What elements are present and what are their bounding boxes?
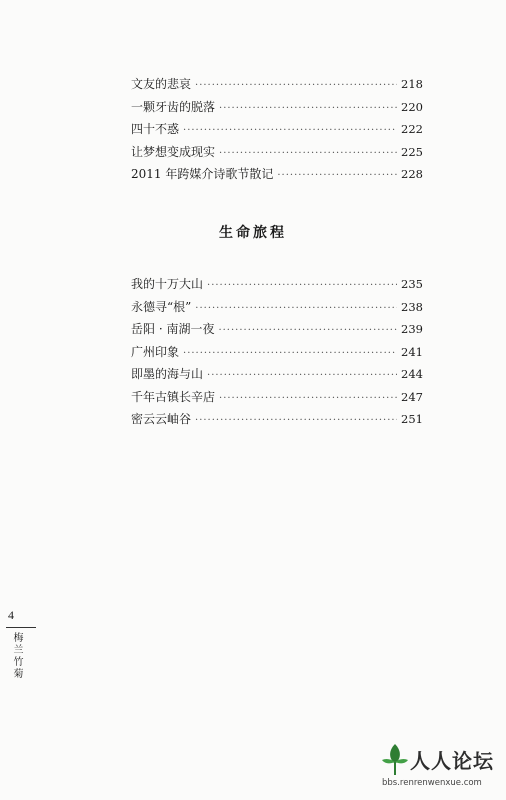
toc-leader-dots [219, 388, 397, 411]
toc-entry-title: 2011 年跨媒介诗歌节散记 [131, 167, 274, 181]
page-number: 4 [8, 608, 14, 622]
toc-leader-dots [195, 298, 397, 321]
side-divider [6, 627, 36, 628]
toc-entry-page: 225 [401, 144, 423, 159]
toc-entry [131, 96, 423, 119]
toc-leader-dots [195, 75, 397, 98]
toc-entry [131, 296, 423, 319]
toc-entry-title: 让梦想变成现实 [131, 144, 216, 159]
toc-entry-page: 244 [401, 367, 423, 381]
toc-entry [131, 141, 423, 164]
toc-entry-title: 广州印象 [131, 344, 180, 359]
toc-entry-page: 218 [401, 77, 423, 91]
toc-entry-page: 247 [401, 389, 423, 404]
toc-entry-page: 238 [401, 299, 423, 314]
toc-leader-dots [195, 410, 397, 433]
toc-leader-dots [219, 98, 397, 121]
toc-entry-page: 235 [401, 277, 423, 291]
toc-entry-title: 永德寻“根” [131, 299, 192, 314]
watermark-url: bbs.renrenwenxue.com [382, 778, 482, 788]
toc-entry-title: 文友的悲哀 [131, 77, 192, 91]
toc-entry-title: 密云云岫谷 [131, 412, 192, 426]
toc-entry [131, 341, 423, 364]
toc-entry [131, 318, 423, 341]
toc-entry [131, 118, 423, 141]
toc-entry-page: 222 [401, 122, 423, 136]
toc-entry-title: 我的十万大山 [131, 277, 204, 291]
watermark-text: 人人论坛 [410, 749, 494, 773]
toc-entry-title: 即墨的海与山 [131, 367, 204, 381]
toc-leader-dots [183, 343, 397, 366]
toc-top-list [131, 73, 423, 186]
toc-entry-title: 岳阳 · 南湖一夜 [131, 322, 215, 336]
watermark [380, 742, 500, 796]
toc-entry [131, 408, 423, 431]
toc-entry [131, 163, 423, 186]
toc-entry-title: 一颗牙齿的脱落 [131, 99, 216, 114]
bamboo-leaf-logo-icon [380, 742, 410, 776]
toc-entry [131, 386, 423, 409]
toc-entry-page: 228 [401, 167, 423, 181]
toc-entry-page: 251 [401, 412, 423, 426]
toc-entry-page: 220 [401, 99, 423, 114]
running-book-title: 梅兰竹菊 [11, 632, 22, 680]
toc-entry-title: 千年古镇长辛店 [131, 389, 216, 404]
toc-entry [131, 363, 423, 386]
section-heading: 生命旅程 [219, 225, 287, 241]
toc-leader-dots [277, 165, 397, 188]
toc-entry [131, 273, 423, 296]
toc-entry-page: 241 [401, 344, 423, 359]
toc-leader-dots [219, 143, 397, 166]
toc-entry-title: 四十不惑 [131, 122, 180, 136]
toc-leader-dots [218, 320, 397, 343]
toc-entry-page: 239 [401, 322, 423, 336]
toc-entry [131, 73, 423, 96]
toc-leader-dots [207, 275, 397, 298]
toc-leader-dots [183, 120, 397, 143]
toc-leader-dots [207, 365, 397, 388]
toc-bottom-list [131, 273, 423, 431]
